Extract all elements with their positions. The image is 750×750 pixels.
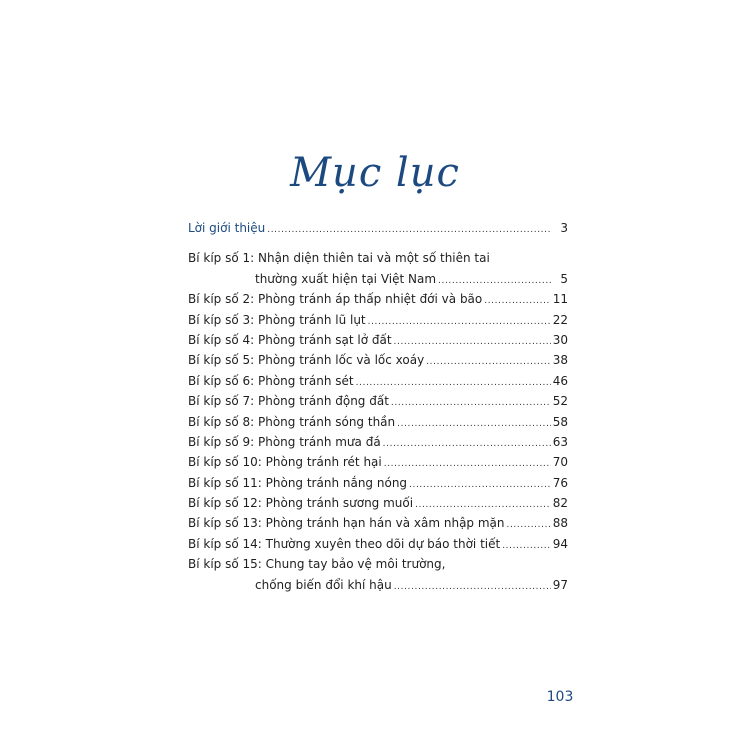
toc-entry-15-line1[interactable] <box>188 554 568 574</box>
toc-entry-page: 3 <box>560 221 568 235</box>
toc-entry-label: Bí kíp số 13: Phòng tránh hạn hán và xâm nhập mặn <box>188 516 505 531</box>
toc-entry-page: 46 <box>552 373 568 388</box>
dot-leader <box>397 414 551 434</box>
toc-entry-label: Bí kíp số 4: Phòng tránh sạt lở đất <box>188 332 392 347</box>
toc-entry-page: 52 <box>552 394 568 409</box>
toc-entry-label: Bí kíp số 12: Phòng tránh sương muối <box>188 496 414 511</box>
toc-entry-5[interactable] <box>188 350 568 370</box>
toc-entry-label: Bí kíp số 9: Phòng tránh mưa đá <box>188 434 381 449</box>
toc-entry-intro[interactable] <box>188 218 568 238</box>
dot-leader <box>267 220 552 240</box>
toc-entry-14[interactable] <box>188 534 568 554</box>
toc-entry-label: Bí kíp số 10: Phòng tránh rét hại <box>188 455 382 470</box>
dot-leader <box>384 454 551 474</box>
toc-entry-page: 76 <box>552 475 568 490</box>
toc-entry-label: Bí kíp số 8: Phòng tránh sóng thần <box>188 414 396 429</box>
toc-entry-page: 97 <box>552 577 568 592</box>
toc-entry-label-continued: chống biến đổi khí hậu <box>255 577 392 592</box>
toc-entry-page: 88 <box>552 516 568 531</box>
toc-entry-11[interactable] <box>188 473 568 493</box>
toc-entry-page: 94 <box>552 536 568 551</box>
toc-entry-page: 30 <box>552 332 568 347</box>
dot-leader <box>409 475 551 495</box>
toc-entry-label: Bí kíp số 15: Chung tay bảo vệ môi trường, <box>188 557 446 572</box>
toc-entry-page: 22 <box>552 312 568 327</box>
toc-entry-label: Bí kíp số 1: Nhận diện thiên tai và một số thiên tai <box>188 251 490 266</box>
toc-entry-3[interactable] <box>188 310 568 330</box>
toc-entry-1-line1[interactable] <box>188 248 568 268</box>
toc-entry-10[interactable] <box>188 452 568 472</box>
dot-leader <box>438 271 552 291</box>
toc-entry-1-line2[interactable] <box>188 269 568 289</box>
toc-entry-label: Bí kíp số 6: Phòng tránh sét <box>188 373 354 388</box>
toc-entry-label: Lời giới thiệu <box>188 221 266 235</box>
toc-entry-page: 38 <box>552 353 568 368</box>
toc-entry-page: 70 <box>552 455 568 470</box>
toc-entry-page: 11 <box>552 292 568 307</box>
table-of-contents <box>188 218 568 595</box>
toc-entry-4[interactable] <box>188 330 568 350</box>
toc-entry-page: 82 <box>552 496 568 511</box>
toc-entry-label: Bí kíp số 5: Phòng tránh lốc và lốc xoáy <box>188 353 425 368</box>
toc-entry-label: Bí kíp số 3: Phòng tránh lũ lụt <box>188 312 366 327</box>
toc-entry-8[interactable] <box>188 412 568 432</box>
toc-entry-label: Bí kíp số 7: Phòng tránh động đất <box>188 394 389 409</box>
toc-entry-label: Bí kíp số 2: Phòng tránh áp thấp nhiệt đới và bão <box>188 292 483 307</box>
dot-leader <box>394 577 551 597</box>
toc-entry-page: 63 <box>552 434 568 449</box>
dot-leader <box>507 515 551 535</box>
dot-leader <box>391 393 551 413</box>
toc-entry-15-line2[interactable] <box>188 575 568 595</box>
toc-entry-7[interactable] <box>188 391 568 411</box>
dot-leader <box>415 495 551 515</box>
dot-leader <box>356 373 551 393</box>
toc-entry-6[interactable] <box>188 371 568 391</box>
page-number: 103 <box>546 689 574 705</box>
dot-leader <box>368 312 551 332</box>
toc-entry-page: 58 <box>552 414 568 429</box>
toc-entry-9[interactable] <box>188 432 568 452</box>
toc-entry-label: Bí kíp số 14: Thường xuyên theo dõi dự báo thời tiết <box>188 536 501 551</box>
dot-leader <box>394 332 551 352</box>
toc-title: Mục lục <box>290 150 460 196</box>
toc-entry-2[interactable] <box>188 289 568 309</box>
toc-entry-label: Bí kíp số 11: Phòng tránh nắng nóng <box>188 475 408 490</box>
dot-leader <box>502 536 551 556</box>
dot-leader <box>426 352 551 372</box>
toc-entry-13[interactable] <box>188 513 568 533</box>
toc-entry-label-continued: thường xuất hiện tại Việt Nam <box>255 271 437 286</box>
dot-leader <box>484 291 550 311</box>
toc-entry-12[interactable] <box>188 493 568 513</box>
toc-entry-page: 5 <box>560 271 568 286</box>
dot-leader <box>383 434 551 454</box>
